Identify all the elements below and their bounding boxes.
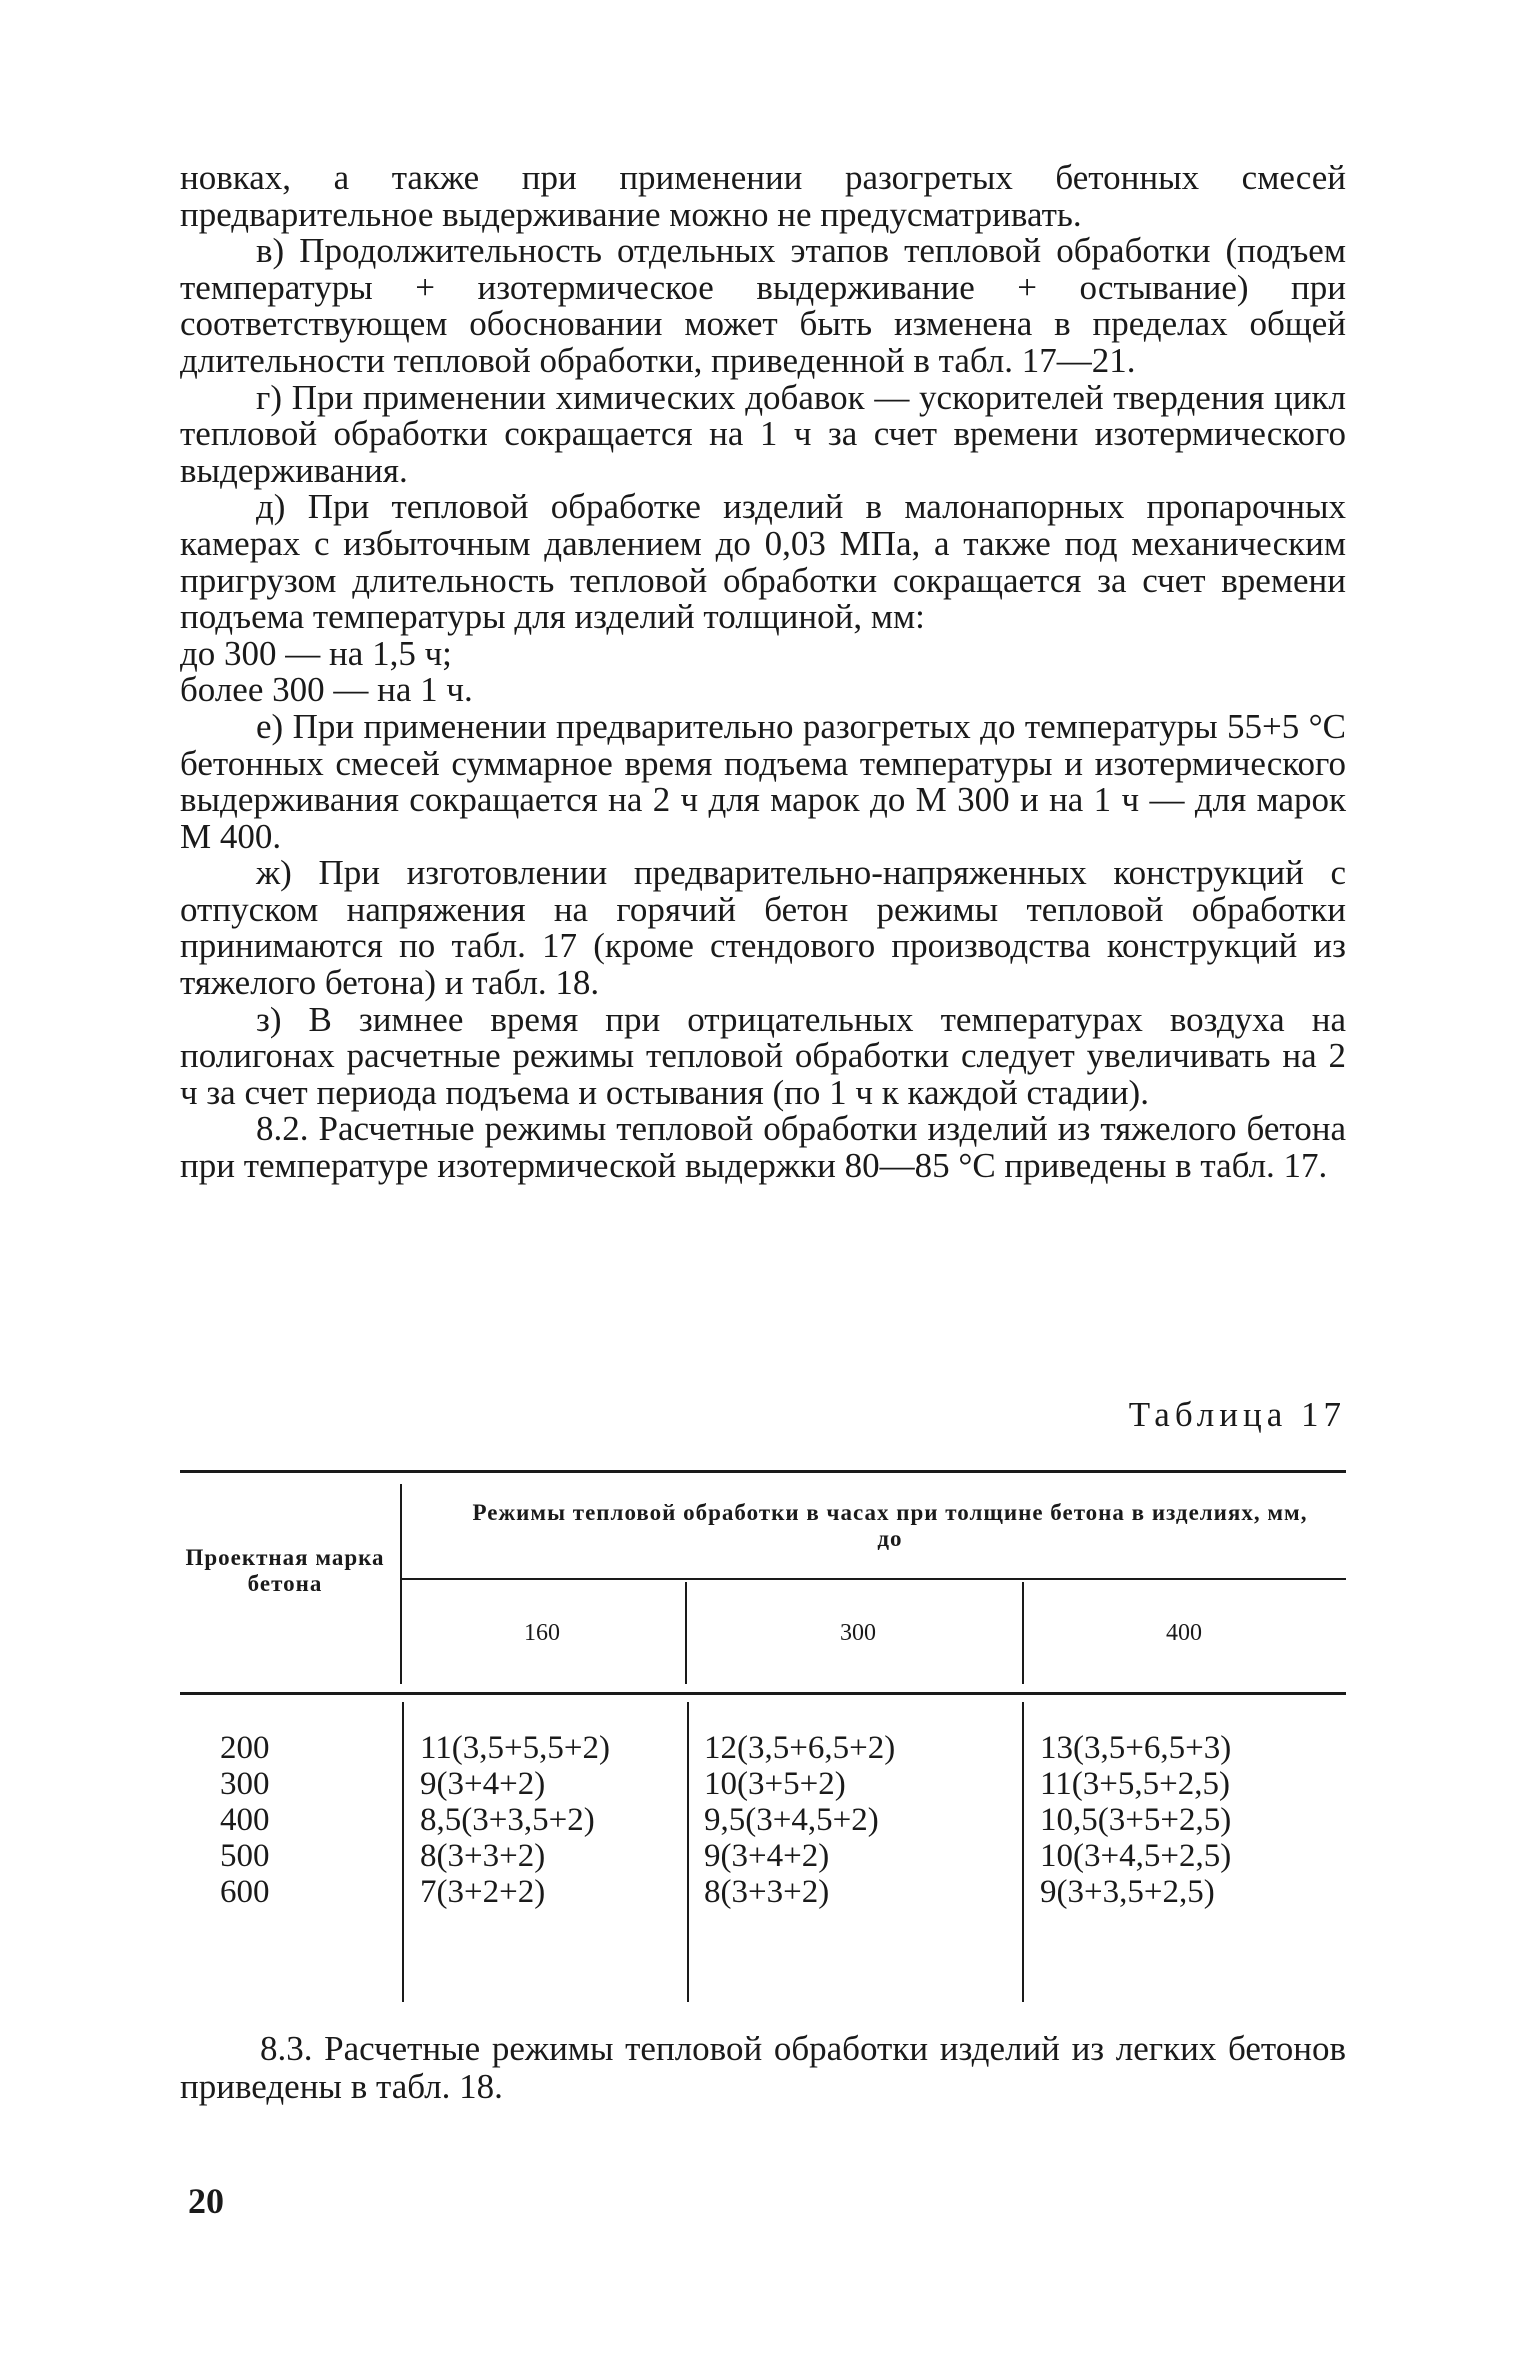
table-vline-3 — [1022, 1582, 1024, 1684]
paragraph-z: з) В зимнее время при отрицательных температурах воздуха на полигонах расчетные режимы тепловой обработки следует увеличивать на 2 ч за счет периода подъема и остывания (по 1 ч к каждой стадии). — [180, 999, 1346, 1112]
column-grades: 200 300 400 500 600 — [220, 1730, 270, 1910]
header-thickness-300: 300 — [840, 1620, 876, 1646]
table-vline-2 — [685, 1582, 687, 1684]
table-vline-1 — [400, 1484, 402, 1684]
table-body-vline-1 — [402, 1702, 404, 2002]
column-300: 12(3,5+6,5+2) 10(3+5+2) 9,5(3+4,5+2) 9(3+4+2) 8(3+3+2) — [704, 1730, 896, 1910]
table-body-vline-3 — [1022, 1702, 1024, 2002]
list-line-over-300: более 300 — на 1 ч. — [180, 670, 473, 710]
table-body-vline-2 — [687, 1702, 689, 2002]
paragraph-continuation: новках, а также при применении разогретых бетонных смесей предварительное выдерживание можно не предусматривать. — [180, 158, 1346, 234]
header-thickness-160: 160 — [524, 1620, 560, 1646]
header-regimes: Режимы тепловой обработки в часах при толщине бетона в изделиях, мм, до — [472, 1500, 1308, 1551]
paragraph-8-2: 8.2. Расчетные режимы тепловой обработки изделий из тяжелого бетона при температуре изотермической выдержки 80—85 °С приведены в табл. 17. — [180, 1109, 1346, 1186]
header-thickness-400: 400 — [1166, 1620, 1202, 1646]
paragraph-g: г) При применении химических добавок — ускорителей твердения цикл тепловой обработки сокращается на 1 ч за счет времени изотермического выдерживания. — [180, 377, 1346, 490]
table-header-bottom-rule — [180, 1692, 1346, 1695]
paragraph-8-3: 8.3. Расчетные режимы тепловой обработки изделий из легких бетонов приведены в табл. 18. — [180, 2029, 1346, 2106]
column-160: 11(3,5+5,5+2) 9(3+4+2) 8,5(3+3,5+2) 8(3+3+2) 7(3+2+2) — [420, 1730, 610, 1910]
after-table-text — [180, 2030, 1346, 2106]
paragraph-v: в) Продолжительность отдельных этапов тепловой обработки (подъем температуры + изотермическое выдерживание + остывание) при соответствующем обосновании может быть изменена в пределах общей длительности тепловой обработки, приведенной в табл. 17—21. — [180, 231, 1346, 380]
table-header-divider — [400, 1578, 1346, 1580]
list-line-up-to-300: до 300 — на 1,5 ч; — [180, 633, 452, 673]
column-400: 13(3,5+6,5+3) 11(3+5,5+2,5) 10,5(3+5+2,5) 10(3+4,5+2,5) 9(3+3,5+2,5) — [1040, 1730, 1232, 1910]
header-grade: Проектная марка бетона — [185, 1545, 385, 1596]
body-text — [180, 160, 1346, 1185]
paragraph-zh: ж) При изготовлении предварительно-напряженных конструкций с отпуском напряжения на горячий бетон режимы тепловой обработки принимаются по табл. 17 (кроме стендового производства конструкций из тяжелого бетона) и табл. 18. — [180, 853, 1346, 1003]
paragraph-e: е) При применении предварительно разогретых до температуры 55+5 °С бетонных смесей суммарное время подъема температуры и изотермического выдерживания сокращается на 2 ч для марок до М 300 и на 1 ч — для марок М 400. — [180, 706, 1346, 856]
paragraph-d: д) При тепловой обработке изделий в малонапорных пропарочных камерах с избыточным давлением до 0,03 МПа, а также под механическим пригрузом длительность тепловой обработки сокращается за счет времени подъема температуры для изделий толщиной, мм: — [180, 487, 1346, 637]
page-number: 20 — [188, 2181, 224, 2221]
table-caption: Таблица 17 — [1128, 1395, 1346, 1434]
table-top-rule — [180, 1470, 1346, 1473]
